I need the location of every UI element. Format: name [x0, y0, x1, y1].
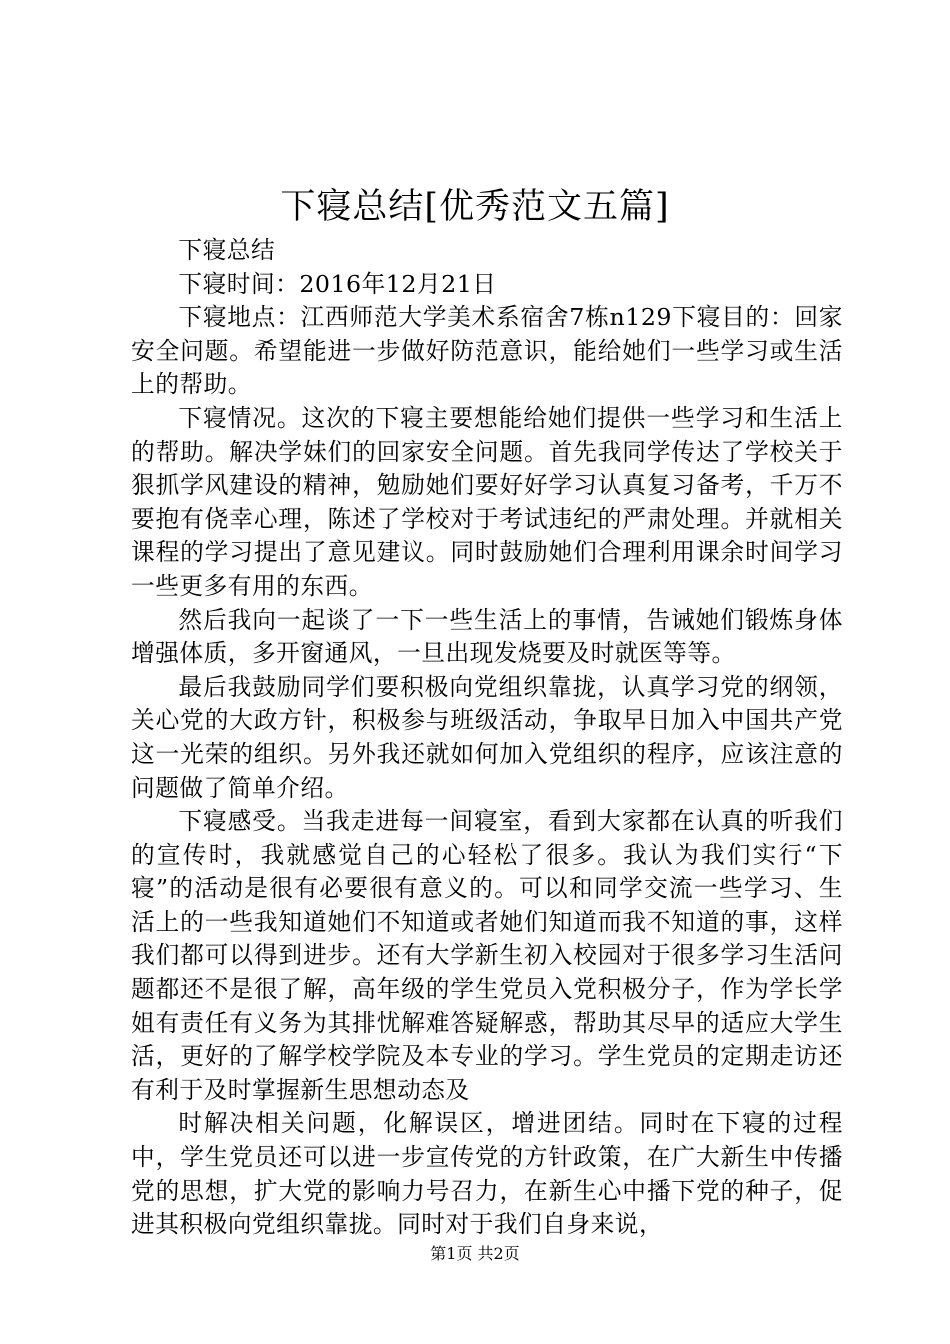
paragraph-continuation: 时解决相关问题，化解误区，增进团结。同时在下寝的过程中，学生党员还可以进一步宣传党的方针政策，在广大新生中传播党的思想，扩大党的影响力号召力，在新生心中播下党的种子，促进其积极向党组织靠拢。同时对于我们自身来说， — [131, 1109, 843, 1239]
paragraph-time: 下寝时间：2016年12月21日 — [178, 269, 497, 298]
paragraph-location: 下寝地点：江西师范大学美术系宿舍7栋n129下寝目的：回家安全问题。希望能进一步做好防范意识，能给她们一些学习或生活上的帮助。 — [131, 303, 843, 399]
paragraph-feelings: 下寝感受。当我走进每一间寝室，看到大家都在认真的听我们的宣传时，我就感觉自己的心轻松了很多。我认为我们实行“下寝”的活动是很有必要很有意义的。可以和同学交流一些学习、生活上的一些我知道她们不知道或者她们知道而我不知道的事，这样我们都可以得到进步。还有大学新生初入校园对于很多学习生活问题都还不是很了解，高年级的学生党员入党积极分子，作为学长学姐有责任有义务为其排忧解难答疑解惑，帮助其尽早的适应大学生活，更好的了解学校学院及本专业的学习。学生党员的定期走访还有利于及时掌握新生思想动态及 — [131, 807, 843, 1104]
paragraph-situation: 下寝情况。这次的下寝主要想能给她们提供一些学习和生活上的帮助。解决学妹们的回家安全问题。首先我同学传达了学校关于狠抓学风建设的精神，勉励她们要好好学习认真复习备考，千万不要抱有侥幸心理，陈述了学校对于考试违纪的严肃处理。并就相关课程的学习提出了意见建议。同时鼓励她们合理利用课余时间学习一些更多有用的东西。 — [131, 403, 843, 600]
document-body — [131, 234, 843, 1242]
paragraph-life: 然后我向一起谈了一下一些生活上的事情，告诫她们锻炼身体增强体质，多开窗通风，一旦出现发烧要及时就医等等。 — [131, 605, 843, 668]
page-number: 第1页 共2页 — [430, 1244, 520, 1263]
document-title: 下寝总结[优秀范文五篇] — [280, 187, 670, 227]
paragraph-heading: 下寝总结 — [178, 236, 276, 264]
paragraph-party: 最后我鼓励同学们要积极向党组织靠拢，认真学习党的纲领，关心党的大政方针，积极参与班级活动，争取早日加入中国共产党这一光荣的组织。另外我还就如何加入党组织的程序，应该注意的问题做了简单介绍。 — [131, 672, 843, 802]
